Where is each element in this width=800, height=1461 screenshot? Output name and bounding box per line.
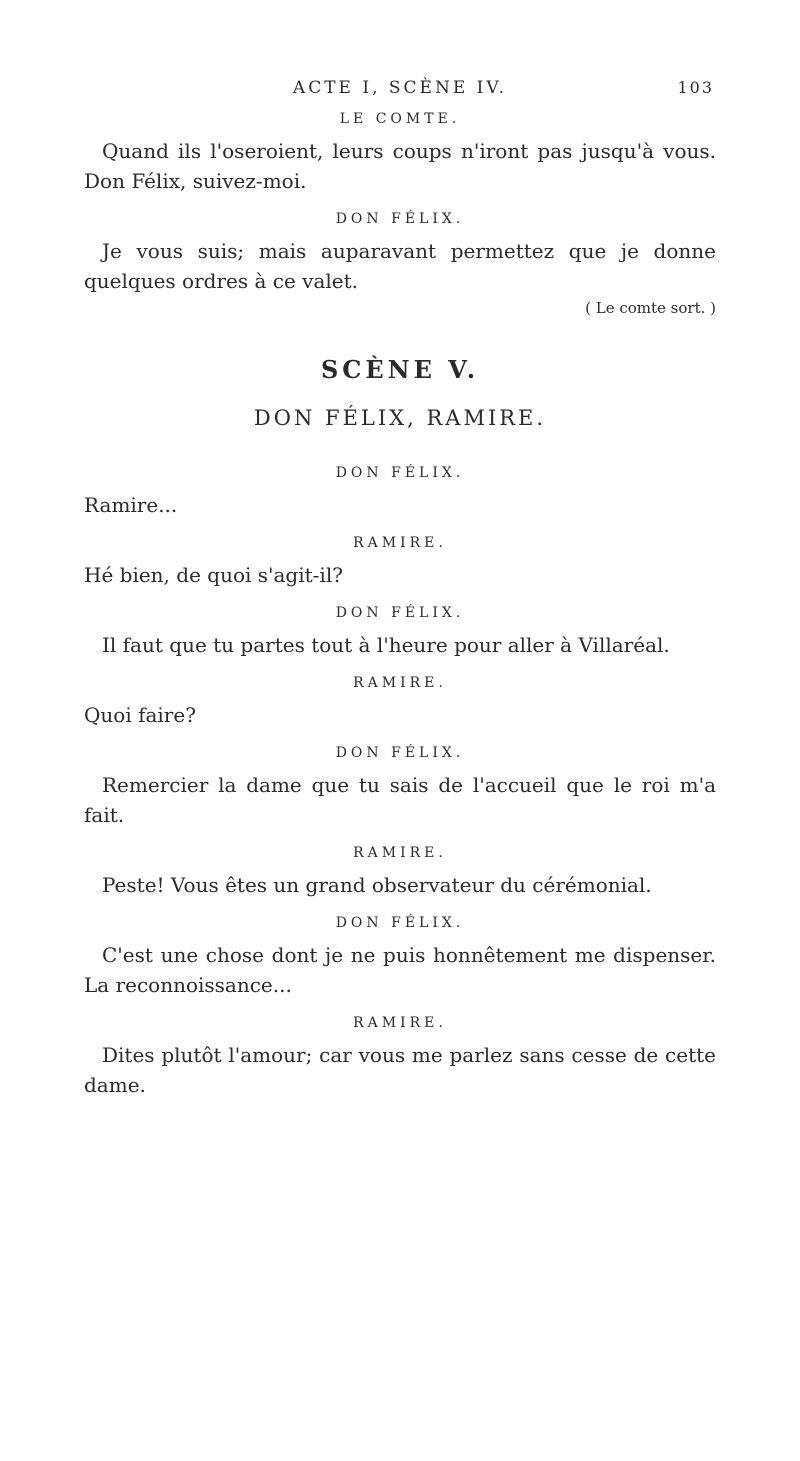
speaker-name: RAMIRE. [353, 845, 447, 861]
speech-text: Je vous suis; mais auparavant permettez que je donne quelques ordres à ce valet. [84, 239, 716, 293]
page-body [84, 102, 716, 1106]
speaker-name: DON FÉLIX. [335, 745, 465, 761]
speech-text: Hé bien, de quoi s'agit-il? [84, 563, 343, 587]
speech-text: C'est une chose dont je ne puis honnêtement me dispenser. La reconnoissance... [84, 943, 716, 997]
speech-text: Quand ils l'oseroient, leurs coups n'iront pas jusqu'à vous. Don Félix, suivez-moi. [84, 139, 716, 193]
stage-direction: ( Le comte sort. ) [585, 299, 716, 317]
speaker-name: DON FÉLIX. [335, 605, 465, 621]
speech-text: Ramire... [84, 493, 178, 517]
speaker-name: DON FÉLIX. [335, 211, 465, 227]
speaker-name: LE COMTE. [339, 111, 461, 127]
speaker-name: DON FÉLIX. [335, 915, 465, 931]
running-title: ACTE I, SCÈNE IV. [292, 78, 508, 98]
speech-text: Il faut que tu partes tout à l'heure pour aller à Villaréal. [102, 633, 670, 657]
page-number: 103 [677, 78, 714, 97]
running-head [0, 78, 800, 102]
speech-text: Peste! Vous êtes un grand observateur du cérémonial. [102, 873, 652, 897]
scene-cast: DON FÉLIX, RAMIRE. [253, 406, 547, 430]
speech-text: Quoi faire? [84, 703, 196, 727]
speech-text: Dites plutôt l'amour; car vous me parlez sans cesse de cette dame. [84, 1043, 716, 1097]
scene-title: SCÈNE V. [320, 355, 480, 384]
speaker-name: RAMIRE. [353, 1015, 447, 1031]
speaker-name: RAMIRE. [353, 535, 447, 551]
speech-text: Remercier la dame que tu sais de l'accueil que le roi m'a fait. [84, 773, 716, 827]
speaker-name: DON FÉLIX. [335, 465, 465, 481]
speaker-name: RAMIRE. [353, 675, 447, 691]
